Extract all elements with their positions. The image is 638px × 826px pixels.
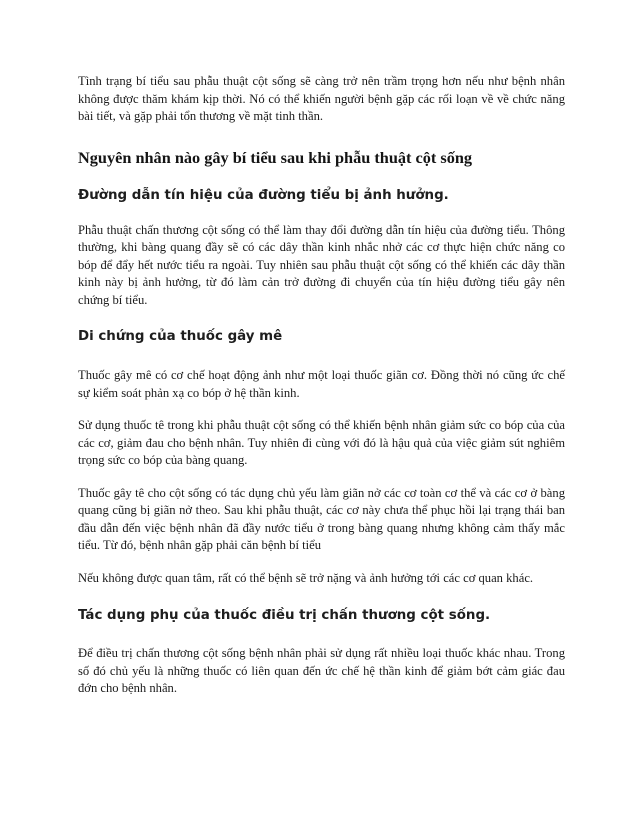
section-heading-side-effects: Tác dụng phụ của thuốc điều trị chấn thương cột sống. bbox=[78, 608, 491, 623]
section-heading-signal-path: Đường dẫn tín hiệu của đường tiểu bị ảnh hưởng. bbox=[78, 187, 449, 203]
section-paragraph: Để điều trị chấn thương cột sống bệnh nhân phải sử dụng rất nhiều loại thuốc khác nhau. Trong số đó chủ yếu là những thuốc có liên quan đến ức chế hệ thần kinh để giảm bớt cảm giác đau đớn cho bệnh nhân. bbox=[78, 646, 565, 695]
section-paragraph: Sử dụng thuốc tê trong khi phẫu thuật cột sống có thể khiến bệnh nhân giảm sức co bóp của của các cơ, giảm đau cho bệnh nhân. Tuy nhiên đi cùng với đó là hậu quả của việc giảm sút nghiêm trọng sức co bóp của bàng quang. bbox=[78, 418, 565, 467]
section-paragraph: Phẫu thuật chấn thương cột sống có thể làm thay đổi đường dẫn tín hiệu của đường tiểu. Thông thường, khi bàng quang đầy sẽ có các dây thần kinh nhắc nhở các cơ thực hiện chức năng co bóp để đẩy hết nước tiểu ra ngoài. Tuy nhiên sau phẫu thuật cột sống có thể khiến các dây thần kinh này bị ảnh hưởng, từ đó làm cản trở đường đi chuyển của tín hiệu đường tiểu gây nên chứng bí tiểu. bbox=[78, 222, 565, 307]
intro-paragraph: Tình trạng bí tiểu sau phẫu thuật cột sống sẽ càng trở nên trầm trọng hơn nếu như bệnh nhân không được thăm khám kịp thời. Nó có thể khiến người bệnh gặp các rối loạn về về chức năng bài tiết, và gặp phải tổn thương về mặt tinh thần. bbox=[78, 74, 565, 123]
main-heading: Nguyên nhân nào gây bí tiểu sau khi phẫu thuật cột sống bbox=[78, 147, 473, 167]
section-paragraph: Nếu không được quan tâm, rất có thể bệnh sẽ trở nặng và ảnh hưởng tới các cơ quan khác. bbox=[78, 570, 534, 585]
section-paragraph: Thuốc gây mê có cơ chế hoạt động ảnh như một loại thuốc giãn cơ. Đồng thời nó cũng ức chế sự kiểm soát phản xạ co bóp ở hệ thần kinh. bbox=[78, 368, 565, 400]
section-paragraph: Thuốc gây tê cho cột sống có tác dụng chủ yếu làm giãn nở các cơ toàn cơ thể và các cơ ở bàng quang cũng bị giãn nở theo. Sau khi phẫu thuật, các cơ này chưa thể phục hồi lại trạng thái ban đầu dẫn đến việc bệnh nhân đã đầy nước tiểu ở trong bàng quang nhưng không cảm thấy mắc tiểu. Từ đó, bệnh nhân gặp phải căn bệnh bí tiểu bbox=[78, 485, 565, 552]
section-heading-anesthesia: Di chứng của thuốc gây mê bbox=[78, 329, 283, 344]
